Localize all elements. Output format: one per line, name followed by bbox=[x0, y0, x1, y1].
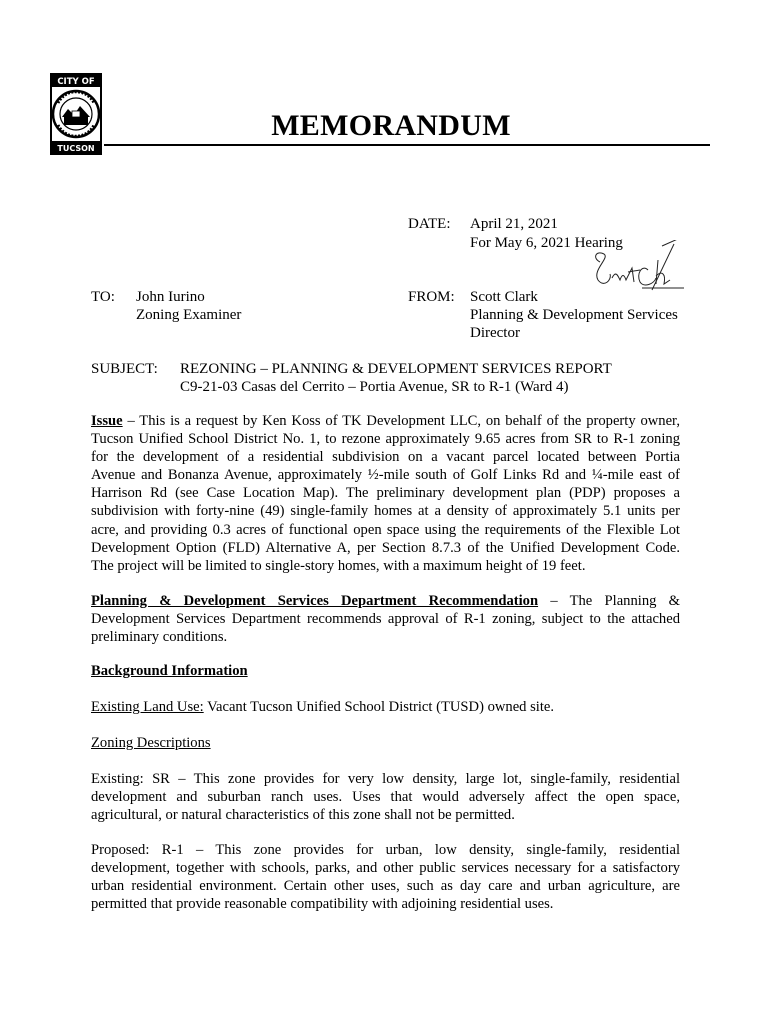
seal-bottom-text: TUCSON bbox=[57, 144, 95, 153]
issue-heading: Issue bbox=[91, 413, 123, 429]
subject-label: SUBJECT: bbox=[91, 361, 158, 377]
seal-top-text: CITY OF bbox=[57, 77, 95, 87]
from-label: FROM: bbox=[408, 289, 455, 305]
zoning-heading: Zoning Descriptions bbox=[91, 735, 211, 751]
land-use-line bbox=[91, 698, 554, 716]
title-divider bbox=[104, 144, 710, 146]
zoning-existing-paragraph: Existing: SR – This zone provides for very low density, large lot, single-family, residential development and suburban ranch uses. Uses that would adversely affect the open space, agricultural, or natural characteristics of this zone shall not be permitted. bbox=[91, 771, 680, 824]
from-role: Director bbox=[470, 325, 520, 341]
to-role: Zoning Examiner bbox=[136, 307, 242, 323]
to-label: TO: bbox=[91, 289, 115, 305]
subject-line-1: REZONING – PLANNING & DEVELOPMENT SERVICES REPORT bbox=[180, 361, 612, 377]
date-value: April 21, 2021 bbox=[470, 216, 558, 232]
page-title: MEMORANDUM bbox=[271, 109, 511, 142]
from-dept: Planning & Development Services bbox=[470, 307, 678, 323]
issue-paragraph: Issue – This is a request by Ken Koss of TK Development LLC, on behalf of the property owner, Tucson Unified School District No. 1, to rezone approximately 9.65 acres from SR to R-1 zoning for the development of a residential subdivision on a vacant parcel located between Portia Avenue and Bonanza Avenue, approximately ½-mile south of Golf Links Rd and ¼-mile east of Harrison Rd (see Case Location Map). The preliminary development plan (PDP) proposes a subdivision with forty-nine (49) single-family homes at a density of approximately 5.1 units per acre, and providing 0.3 acres of functional open space using the requirements of the Flexible Lot Development Option (FLD) Alternative A, per Section 8.7.3 of the Unified Development Code. The project will be limited to single-story homes, with a maximum height of 19 feet. bbox=[91, 413, 680, 574]
land-use-value: Vacant Tucson Unified School District (TUSD) owned site. bbox=[203, 699, 555, 715]
hearing-date: For May 6, 2021 Hearing bbox=[470, 235, 623, 251]
date-label: DATE: bbox=[408, 216, 451, 232]
from-name: Scott Clark bbox=[470, 289, 538, 305]
signature-image bbox=[582, 240, 688, 298]
recommendation-heading: Planning & Development Services Department Recommendation bbox=[91, 593, 539, 609]
land-use-label: Existing Land Use: bbox=[91, 699, 204, 715]
subject-line-2: C9-21-03 Casas del Cerrito – Portia Avenue, SR to R-1 (Ward 4) bbox=[180, 379, 569, 395]
recommendation-paragraph: Planning & Development Services Department Recommendation – The Planning & Development Services Department recommends approval of R-1 zoning, subject to the attached preliminary conditions. bbox=[91, 593, 681, 646]
to-name: John Iurino bbox=[136, 289, 205, 305]
zoning-proposed-paragraph: Proposed: R-1 – This zone provides for urban, low density, single-family, residential development, together with schools, parks, and other public services necessary for a satisfactory urban residential environment. Certain other uses, such as day care and urban agriculture, are permitted that provide reasonable compatibility with adjoining residential uses. bbox=[91, 842, 680, 913]
background-heading: Background Information bbox=[91, 663, 248, 679]
